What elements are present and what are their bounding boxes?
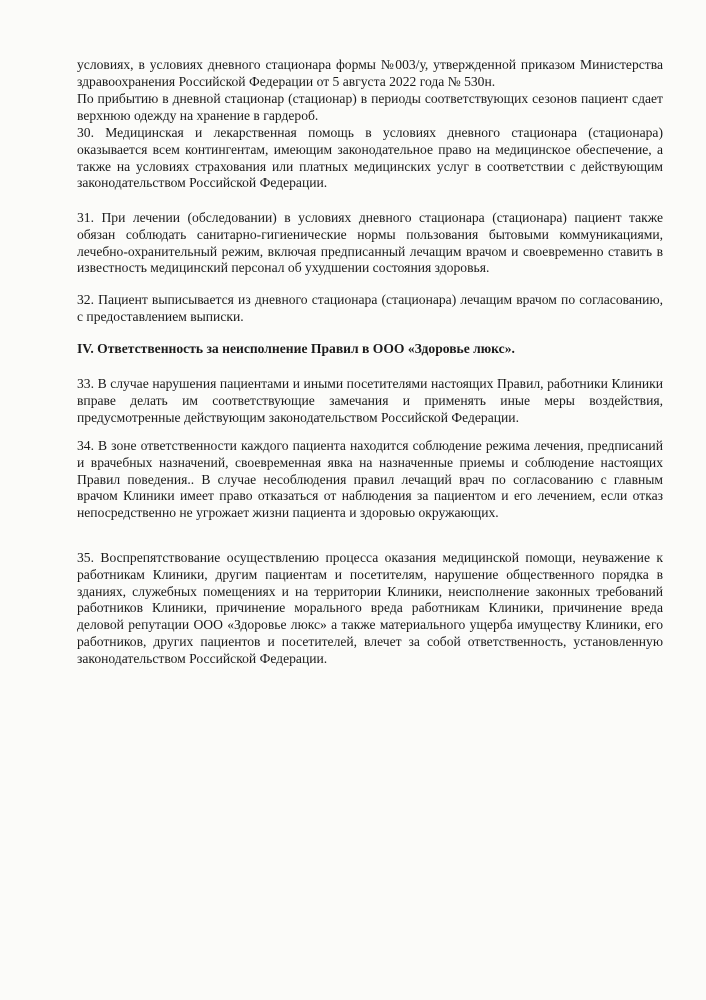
paragraph-32: 32. Пациент выписывается из дневного стационара (стационара) лечащим врачом по согласованию, с предоставлением выписки. xyxy=(77,292,663,324)
paragraph-31: 31. При лечении (обследовании) в условиях дневного стационара (стационара) пациент также обязан соблюдать санитарно-гигиенические нормы пользования бытовыми коммуникациями, лечебно-охранительный режим, включая предписанный лечащим врачом и своевременно ставить в известность медицинский персонал об ухудшении состояния здоровья. xyxy=(77,210,663,276)
paragraph-30: 30. Медицинская и лекарственная помощь в условиях дневного стационара (стационара) оказывается всем контингентам, имеющим законодательное право на медицинское обеспечение, а также на условиях страхования или платных медицинских услуг в соответствии с действующим законодательством Российской Федерации. xyxy=(77,125,663,191)
paragraph-outerwear: По прибытию в дневной стационар (стационар) в периоды соответствующих сезонов пациент сдает верхнюю одежду на хранение в гардероб. xyxy=(77,91,663,123)
paragraph-34: 34. В зоне ответственности каждого пациента находится соблюдение режима лечения, предписаний и врачебных назначений, своевременная явка на назначенные приемы и соблюдение настоящих Правил поведения.. В случае несоблюдения правил лечащий врач по согласованию с главным врачом Клиники имеет право отказаться от наблюдения за пациентом и его лечением, если отказ непосредственно не угрожает жизни пациента и здоровью окружающих. xyxy=(77,438,663,521)
paragraph-35: 35. Воспрепятствование осуществлению процесса оказания медицинской помощи, неуважение к работникам Клиники, другим пациентам и посетителям, нарушение общественного порядка в зданиях, служебных помещениях и на территории Клиники, неисполнение законных требований работников Клиники, причинение морального вреда работникам Клиники, причинение вреда деловой репутации ООО «Здоровье люкс» а также материального ущерба имуществу Клиники, его работников, других пациентов и посетителей, влечет за собой ответственность, установленную законодательством Российской Федерации. xyxy=(77,550,663,666)
paragraph-continuation: условиях, в условиях дневного стационара формы №003/у, утвержденной приказом Министерства здравоохранения Российской Федерации от 5 августа 2022 года № 530н. xyxy=(77,57,663,89)
section-heading-iv: IV. Ответственность за неисполнение Правил в ООО «Здоровье люкс». xyxy=(77,341,515,356)
paragraph-33: 33. В случае нарушения пациентами и иными посетителями настоящих Правил, работники Клиники вправе делать им соответствующие замечания и применять иные меры воздействия, предусмотренные действующим законодательством Российской Федерации. xyxy=(77,376,663,425)
